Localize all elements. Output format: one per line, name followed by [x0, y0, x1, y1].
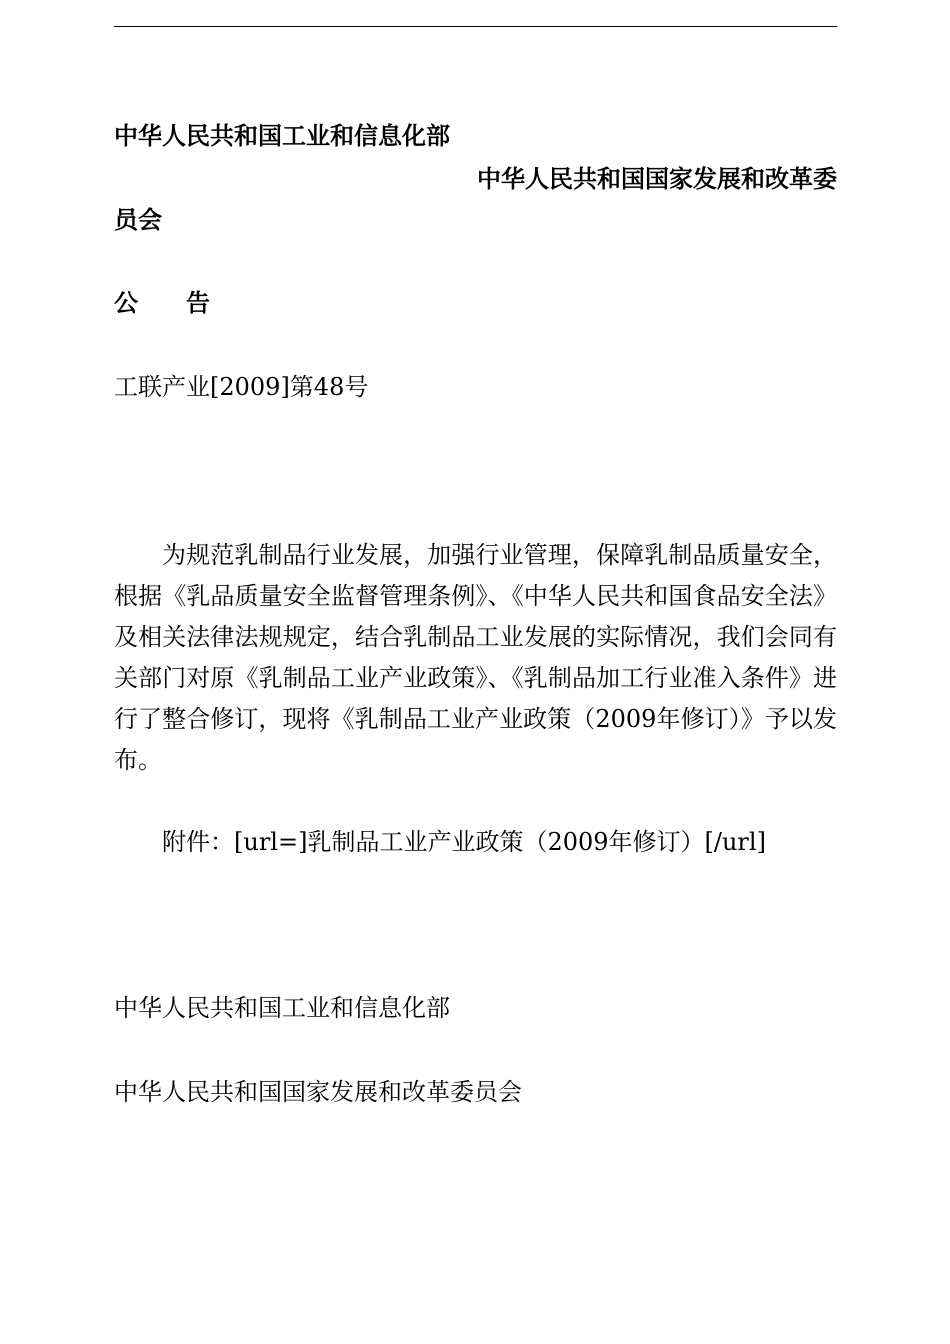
document-number: 工联产业[2009]第48号 — [114, 373, 369, 401]
issuer-2: 中华人民共和国国家发展和改革委 — [477, 165, 837, 193]
notice-title — [114, 288, 210, 318]
signer-2: 中华人民共和国国家发展和改革委员会 — [114, 1078, 522, 1106]
body-paragraph: 为规范乳制品行业发展，加强行业管理，保障乳制品质量安全，根据《乳品质量安全监督管理条例》、《中华人民共和国食品安全法》及相关法律法规规定，结合乳制品工业发展的实际情况，我们会同有关部门对原《乳制品工业产业政策》、《乳制品加工行业准入条件》进行了整合修订，现将《乳制品工业产业政策（2009年修订）》予以发布。 — [114, 541, 837, 774]
signer-1: 中华人民共和国工业和信息化部 — [114, 994, 450, 1022]
notice-title-right: 告 — [186, 289, 210, 317]
top-rule — [114, 26, 837, 27]
notice-title-left: 公 — [114, 289, 138, 317]
issuer-1: 中华人民共和国工业和信息化部 — [114, 122, 450, 150]
attachment-link[interactable]: 附件：[url=]乳制品工业产业政策（2009年修订）[/url] — [162, 828, 766, 856]
issuer-2-wrap: 员会 — [114, 206, 162, 234]
